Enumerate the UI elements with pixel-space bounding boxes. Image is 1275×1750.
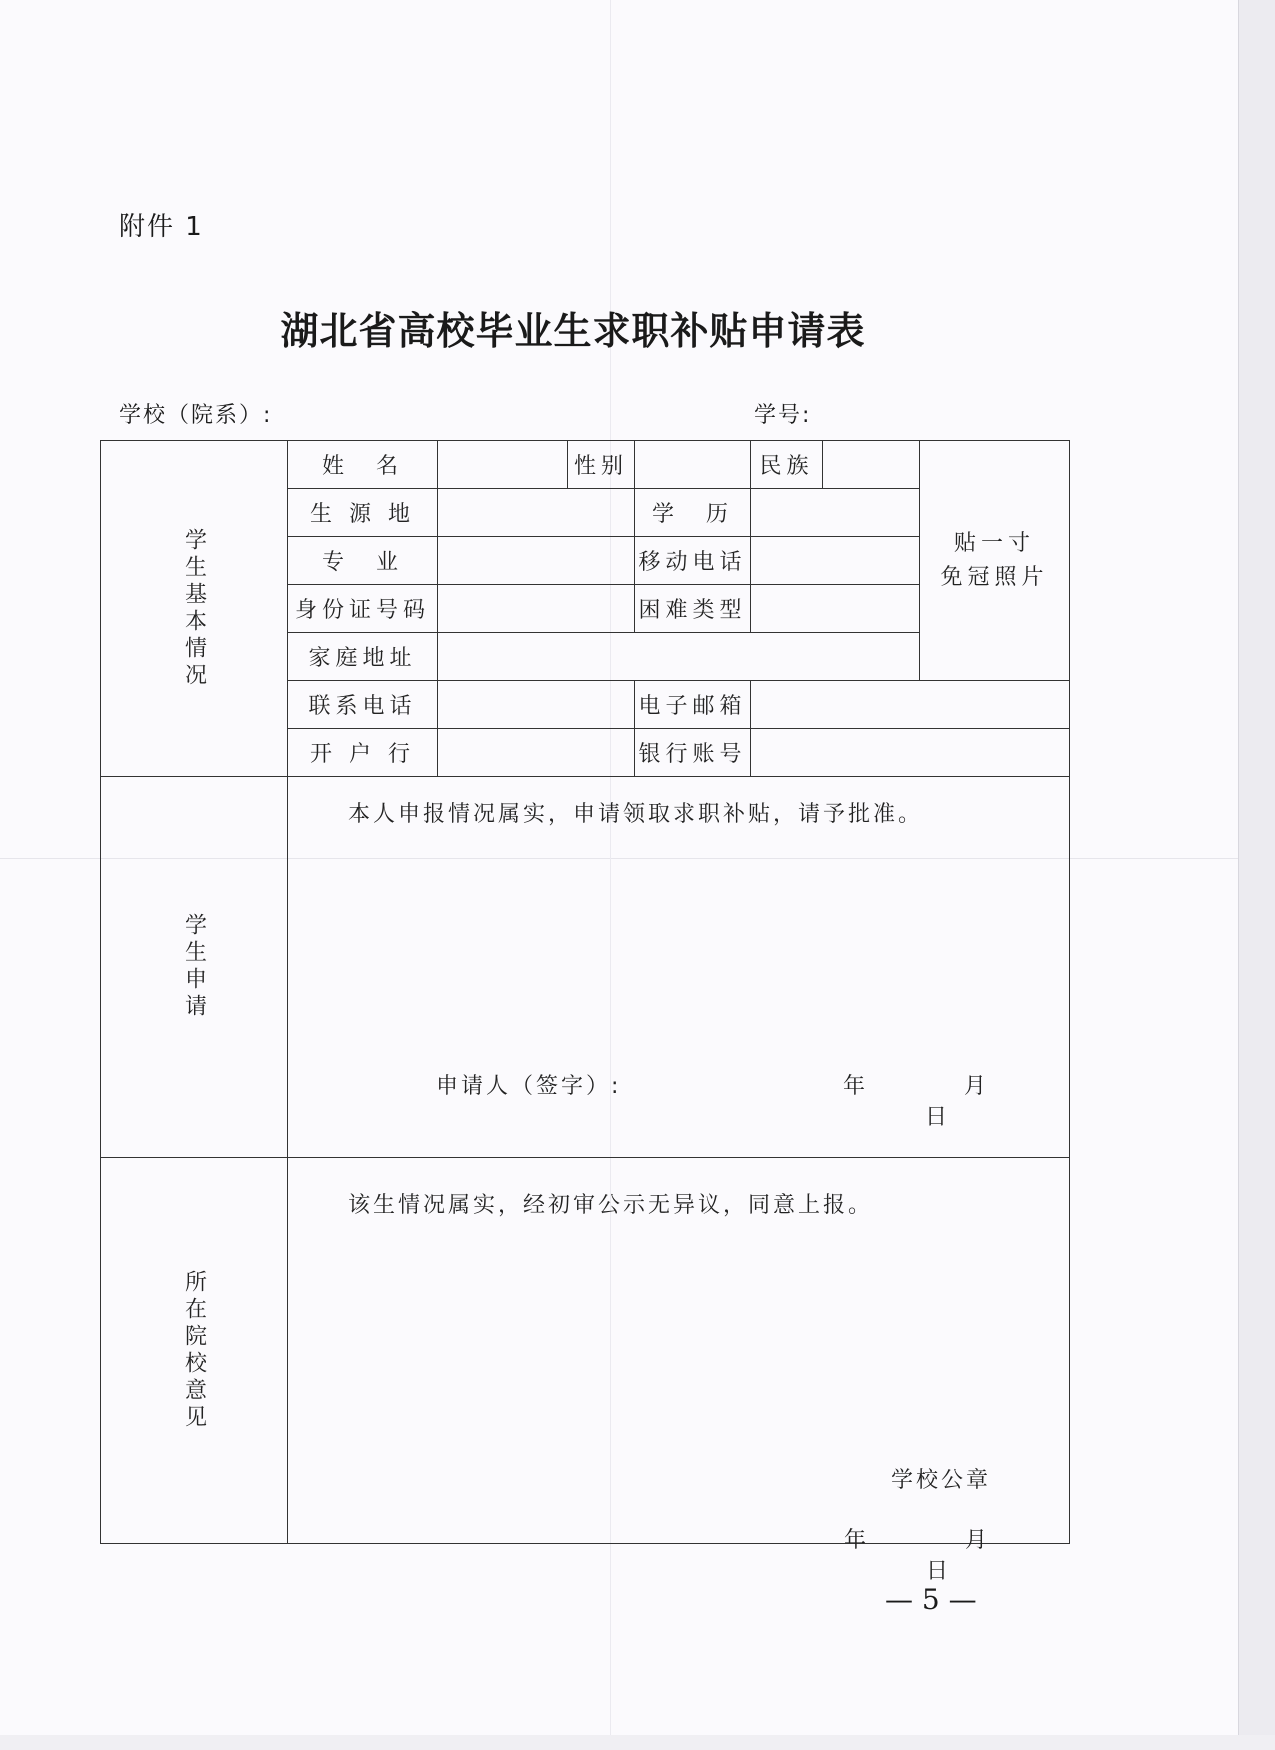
- apply-statement: 本人申报情况属实，申请领取求职补贴，请予批准。: [348, 802, 924, 827]
- education-value[interactable]: [751, 489, 920, 537]
- email-value[interactable]: [751, 681, 1070, 729]
- gender-value[interactable]: [635, 441, 751, 489]
- section-school-label: 所在院校意见: [101, 1158, 288, 1544]
- name-label: 姓 名: [288, 441, 438, 489]
- year-label: 年: [843, 1074, 871, 1099]
- underlying-sheet-edge: [1238, 0, 1275, 1750]
- name-value[interactable]: [438, 441, 568, 489]
- id-number-value[interactable]: [438, 585, 635, 633]
- bank-value[interactable]: [438, 729, 635, 777]
- major-value[interactable]: [438, 537, 635, 585]
- form-row: [101, 441, 1070, 489]
- page-number: — 5 —: [885, 1583, 977, 1616]
- hardship-value[interactable]: [751, 585, 920, 633]
- contact-phone-value[interactable]: [438, 681, 635, 729]
- attachment-label: 附件 1: [119, 212, 204, 242]
- year-label: 年: [844, 1528, 872, 1553]
- month-label: 月: [965, 1528, 993, 1553]
- school-label: 学校（院系）:: [119, 403, 273, 428]
- school-date: [844, 1523, 1069, 1585]
- address-value[interactable]: [438, 633, 920, 681]
- form-row: [101, 777, 1070, 1158]
- application-form: [100, 440, 1070, 1584]
- id-number-label: 身份证号码: [288, 585, 438, 633]
- day-label: 日: [925, 1105, 953, 1130]
- apply-box[interactable]: [288, 777, 1070, 1158]
- form-title: 湖北省高校毕业生求职补贴申请表: [280, 308, 866, 353]
- gender-label: 性别: [568, 441, 635, 489]
- education-label: 学 历: [635, 489, 751, 537]
- mobile-label: 移动电话: [635, 537, 751, 585]
- ethnicity-label: 民族: [751, 441, 823, 489]
- origin-label: 生 源 地: [288, 489, 438, 537]
- month-label: 月: [964, 1074, 992, 1099]
- day-label: 日: [926, 1559, 954, 1584]
- photo-box[interactable]: [920, 441, 1070, 681]
- school-statement: 该生情况属实，经初审公示无异议，同意上报。: [348, 1193, 874, 1218]
- mobile-value[interactable]: [751, 537, 920, 585]
- school-seal-label: 学校公章: [891, 1468, 992, 1493]
- section-apply-label: 学生申请: [101, 777, 288, 1158]
- photo-note-line: 免冠照片: [940, 564, 1049, 590]
- hardship-label: 困难类型: [635, 585, 751, 633]
- section-basic-label: 学生基本情况: [101, 441, 288, 777]
- photo-note-line: 贴一寸: [953, 530, 1035, 556]
- student-no-label: 学号:: [754, 403, 812, 428]
- school-opinion-box[interactable]: [288, 1158, 1070, 1584]
- contact-phone-label: 联系电话: [288, 681, 438, 729]
- bank-label: 开 户 行: [288, 729, 438, 777]
- bank-account-label: 银行账号: [635, 729, 751, 777]
- apply-date: [843, 1069, 1069, 1131]
- origin-value[interactable]: [438, 489, 635, 537]
- bank-account-value[interactable]: [751, 729, 1070, 777]
- underlying-sheet-bottom: [0, 1735, 1275, 1750]
- major-label: 专 业: [288, 537, 438, 585]
- form-row: [101, 1158, 1070, 1544]
- ethnicity-value[interactable]: [823, 441, 920, 489]
- email-label: 电子邮箱: [635, 681, 751, 729]
- signature-label: 申请人（签字）:: [436, 1074, 622, 1099]
- address-label: 家庭地址: [288, 633, 438, 681]
